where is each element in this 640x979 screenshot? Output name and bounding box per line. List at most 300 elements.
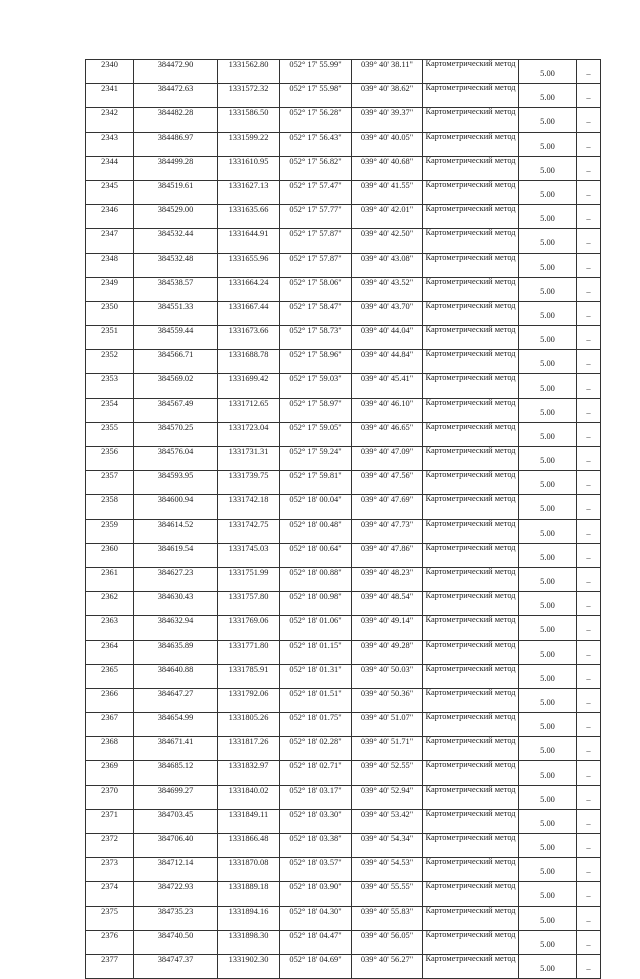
y-coordinate-cell: 1331712.65 xyxy=(218,398,280,422)
dash-cell: – xyxy=(577,809,601,833)
table-row xyxy=(86,374,601,398)
accuracy-cell: 5.00 xyxy=(519,253,577,277)
table-row xyxy=(86,906,601,930)
accuracy-cell: 5.00 xyxy=(519,664,577,688)
accuracy-cell: 5.00 xyxy=(519,543,577,567)
latitude-cell: 052° 18' 01.51" xyxy=(280,688,352,712)
method-cell: Картометрический метод xyxy=(423,108,519,132)
method-cell: Картометрический метод xyxy=(423,519,519,543)
x-coordinate-cell: 384627.23 xyxy=(134,567,218,591)
method-cell: Картометрический метод xyxy=(423,713,519,737)
table-row xyxy=(86,519,601,543)
latitude-cell: 052° 17' 56.28" xyxy=(280,108,352,132)
x-coordinate-cell: 384482.28 xyxy=(134,108,218,132)
x-coordinate-cell: 384529.00 xyxy=(134,205,218,229)
table-row xyxy=(86,108,601,132)
table-row xyxy=(86,156,601,180)
point-number-cell: 2374 xyxy=(86,882,134,906)
longitude-cell: 039° 40' 38.62" xyxy=(352,84,423,108)
table-row xyxy=(86,664,601,688)
dash-cell: – xyxy=(577,567,601,591)
dash-cell: – xyxy=(577,543,601,567)
table-row xyxy=(86,132,601,156)
accuracy-cell: 5.00 xyxy=(519,447,577,471)
table-row xyxy=(86,761,601,785)
latitude-cell: 052° 17' 58.47" xyxy=(280,301,352,325)
x-coordinate-cell: 384654.99 xyxy=(134,713,218,737)
accuracy-cell: 5.00 xyxy=(519,737,577,761)
x-coordinate-cell: 384685.12 xyxy=(134,761,218,785)
longitude-cell: 039° 40' 47.56" xyxy=(352,471,423,495)
longitude-cell: 039° 40' 47.69" xyxy=(352,495,423,519)
point-number-cell: 2359 xyxy=(86,519,134,543)
table-row xyxy=(86,688,601,712)
method-cell: Картометрический метод xyxy=(423,84,519,108)
accuracy-cell: 5.00 xyxy=(519,688,577,712)
longitude-cell: 039° 40' 55.83" xyxy=(352,906,423,930)
dash-cell: – xyxy=(577,785,601,809)
table-row xyxy=(86,84,601,108)
point-number-cell: 2370 xyxy=(86,785,134,809)
method-cell: Картометрический метод xyxy=(423,495,519,519)
y-coordinate-cell: 1331635.66 xyxy=(218,205,280,229)
table-row xyxy=(86,882,601,906)
dash-cell: – xyxy=(577,60,601,84)
latitude-cell: 052° 18' 00.88" xyxy=(280,567,352,591)
y-coordinate-cell: 1331832.97 xyxy=(218,761,280,785)
dash-cell: – xyxy=(577,205,601,229)
table-row xyxy=(86,713,601,737)
table-row xyxy=(86,616,601,640)
latitude-cell: 052° 17' 57.47" xyxy=(280,180,352,204)
method-cell: Картометрический метод xyxy=(423,253,519,277)
table-row xyxy=(86,447,601,471)
point-number-cell: 2369 xyxy=(86,761,134,785)
x-coordinate-cell: 384740.50 xyxy=(134,930,218,954)
longitude-cell: 039° 40' 42.01" xyxy=(352,205,423,229)
y-coordinate-cell: 1331742.18 xyxy=(218,495,280,519)
point-number-cell: 2377 xyxy=(86,954,134,978)
method-cell: Картометрический метод xyxy=(423,954,519,978)
method-cell: Картометрический метод xyxy=(423,374,519,398)
table-row xyxy=(86,567,601,591)
y-coordinate-cell: 1331792.06 xyxy=(218,688,280,712)
x-coordinate-cell: 384640.88 xyxy=(134,664,218,688)
method-cell: Картометрический метод xyxy=(423,471,519,495)
longitude-cell: 039° 40' 50.03" xyxy=(352,664,423,688)
y-coordinate-cell: 1331769.06 xyxy=(218,616,280,640)
latitude-cell: 052° 17' 59.81" xyxy=(280,471,352,495)
x-coordinate-cell: 384722.93 xyxy=(134,882,218,906)
method-cell: Картометрический метод xyxy=(423,350,519,374)
point-number-cell: 2375 xyxy=(86,906,134,930)
latitude-cell: 052° 17' 55.98" xyxy=(280,84,352,108)
point-number-cell: 2346 xyxy=(86,205,134,229)
point-number-cell: 2372 xyxy=(86,834,134,858)
longitude-cell: 039° 40' 55.55" xyxy=(352,882,423,906)
x-coordinate-cell: 384567.49 xyxy=(134,398,218,422)
accuracy-cell: 5.00 xyxy=(519,398,577,422)
x-coordinate-cell: 384499.28 xyxy=(134,156,218,180)
y-coordinate-cell: 1331785.91 xyxy=(218,664,280,688)
point-number-cell: 2342 xyxy=(86,108,134,132)
accuracy-cell: 5.00 xyxy=(519,205,577,229)
y-coordinate-cell: 1331688.78 xyxy=(218,350,280,374)
latitude-cell: 052° 18' 00.48" xyxy=(280,519,352,543)
latitude-cell: 052° 17' 58.73" xyxy=(280,326,352,350)
table-row xyxy=(86,809,601,833)
y-coordinate-cell: 1331840.02 xyxy=(218,785,280,809)
y-coordinate-cell: 1331562.80 xyxy=(218,60,280,84)
y-coordinate-cell: 1331644.91 xyxy=(218,229,280,253)
y-coordinate-cell: 1331731.31 xyxy=(218,447,280,471)
latitude-cell: 052° 17' 59.05" xyxy=(280,422,352,446)
dash-cell: – xyxy=(577,616,601,640)
table-row xyxy=(86,471,601,495)
table-row xyxy=(86,930,601,954)
dash-cell: – xyxy=(577,471,601,495)
x-coordinate-cell: 384566.71 xyxy=(134,350,218,374)
latitude-cell: 052° 18' 00.04" xyxy=(280,495,352,519)
y-coordinate-cell: 1331866.48 xyxy=(218,834,280,858)
dash-cell: – xyxy=(577,519,601,543)
method-cell: Картометрический метод xyxy=(423,930,519,954)
method-cell: Картометрический метод xyxy=(423,301,519,325)
x-coordinate-cell: 384576.04 xyxy=(134,447,218,471)
accuracy-cell: 5.00 xyxy=(519,713,577,737)
point-number-cell: 2358 xyxy=(86,495,134,519)
x-coordinate-cell: 384570.25 xyxy=(134,422,218,446)
x-coordinate-cell: 384472.63 xyxy=(134,84,218,108)
x-coordinate-cell: 384735.23 xyxy=(134,906,218,930)
dash-cell: – xyxy=(577,422,601,446)
point-number-cell: 2341 xyxy=(86,84,134,108)
latitude-cell: 052° 17' 58.96" xyxy=(280,350,352,374)
longitude-cell: 039° 40' 43.08" xyxy=(352,253,423,277)
x-coordinate-cell: 384486.97 xyxy=(134,132,218,156)
table-row xyxy=(86,229,601,253)
longitude-cell: 039° 40' 48.23" xyxy=(352,567,423,591)
point-number-cell: 2356 xyxy=(86,447,134,471)
method-cell: Картометрический метод xyxy=(423,882,519,906)
x-coordinate-cell: 384747.37 xyxy=(134,954,218,978)
method-cell: Картометрический метод xyxy=(423,398,519,422)
table-row xyxy=(86,737,601,761)
y-coordinate-cell: 1331667.44 xyxy=(218,301,280,325)
x-coordinate-cell: 384593.95 xyxy=(134,471,218,495)
point-number-cell: 2368 xyxy=(86,737,134,761)
coordinates-table-body xyxy=(86,60,601,979)
accuracy-cell: 5.00 xyxy=(519,567,577,591)
point-number-cell: 2367 xyxy=(86,713,134,737)
dash-cell: – xyxy=(577,132,601,156)
longitude-cell: 039° 40' 38.11" xyxy=(352,60,423,84)
dash-cell: – xyxy=(577,761,601,785)
x-coordinate-cell: 384569.02 xyxy=(134,374,218,398)
coordinates-table xyxy=(85,59,601,979)
method-cell: Картометрический метод xyxy=(423,422,519,446)
point-number-cell: 2354 xyxy=(86,398,134,422)
dash-cell: – xyxy=(577,301,601,325)
longitude-cell: 039° 40' 56.05" xyxy=(352,930,423,954)
point-number-cell: 2366 xyxy=(86,688,134,712)
dash-cell: – xyxy=(577,592,601,616)
point-number-cell: 2345 xyxy=(86,180,134,204)
point-number-cell: 2353 xyxy=(86,374,134,398)
latitude-cell: 052° 18' 03.17" xyxy=(280,785,352,809)
method-cell: Картометрический метод xyxy=(423,664,519,688)
accuracy-cell: 5.00 xyxy=(519,616,577,640)
point-number-cell: 2355 xyxy=(86,422,134,446)
x-coordinate-cell: 384712.14 xyxy=(134,858,218,882)
y-coordinate-cell: 1331572.32 xyxy=(218,84,280,108)
accuracy-cell: 5.00 xyxy=(519,761,577,785)
accuracy-cell: 5.00 xyxy=(519,930,577,954)
point-number-cell: 2350 xyxy=(86,301,134,325)
x-coordinate-cell: 384706.40 xyxy=(134,834,218,858)
longitude-cell: 039° 40' 46.65" xyxy=(352,422,423,446)
table-row xyxy=(86,350,601,374)
y-coordinate-cell: 1331817.26 xyxy=(218,737,280,761)
y-coordinate-cell: 1331655.96 xyxy=(218,253,280,277)
method-cell: Картометрический метод xyxy=(423,809,519,833)
accuracy-cell: 5.00 xyxy=(519,422,577,446)
longitude-cell: 039° 40' 53.42" xyxy=(352,809,423,833)
point-number-cell: 2362 xyxy=(86,592,134,616)
latitude-cell: 052° 17' 56.82" xyxy=(280,156,352,180)
accuracy-cell: 5.00 xyxy=(519,834,577,858)
longitude-cell: 039° 40' 48.54" xyxy=(352,592,423,616)
dash-cell: – xyxy=(577,713,601,737)
y-coordinate-cell: 1331894.16 xyxy=(218,906,280,930)
y-coordinate-cell: 1331902.30 xyxy=(218,954,280,978)
y-coordinate-cell: 1331757.80 xyxy=(218,592,280,616)
accuracy-cell: 5.00 xyxy=(519,108,577,132)
latitude-cell: 052° 17' 57.77" xyxy=(280,205,352,229)
dash-cell: – xyxy=(577,906,601,930)
dash-cell: – xyxy=(577,277,601,301)
longitude-cell: 039° 40' 39.37" xyxy=(352,108,423,132)
method-cell: Картометрический метод xyxy=(423,592,519,616)
point-number-cell: 2357 xyxy=(86,471,134,495)
y-coordinate-cell: 1331586.50 xyxy=(218,108,280,132)
accuracy-cell: 5.00 xyxy=(519,858,577,882)
point-number-cell: 2371 xyxy=(86,809,134,833)
table-row xyxy=(86,422,601,446)
y-coordinate-cell: 1331849.11 xyxy=(218,809,280,833)
point-number-cell: 2360 xyxy=(86,543,134,567)
table-row xyxy=(86,326,601,350)
dash-cell: – xyxy=(577,447,601,471)
x-coordinate-cell: 384619.54 xyxy=(134,543,218,567)
method-cell: Картометрический метод xyxy=(423,688,519,712)
table-row xyxy=(86,785,601,809)
x-coordinate-cell: 384699.27 xyxy=(134,785,218,809)
latitude-cell: 052° 17' 56.43" xyxy=(280,132,352,156)
method-cell: Картометрический метод xyxy=(423,132,519,156)
table-row xyxy=(86,834,601,858)
dash-cell: – xyxy=(577,398,601,422)
latitude-cell: 052° 18' 03.57" xyxy=(280,858,352,882)
y-coordinate-cell: 1331723.04 xyxy=(218,422,280,446)
longitude-cell: 039° 40' 40.68" xyxy=(352,156,423,180)
accuracy-cell: 5.00 xyxy=(519,809,577,833)
dash-cell: – xyxy=(577,156,601,180)
accuracy-cell: 5.00 xyxy=(519,84,577,108)
longitude-cell: 039° 40' 40.05" xyxy=(352,132,423,156)
longitude-cell: 039° 40' 51.71" xyxy=(352,737,423,761)
table-row xyxy=(86,253,601,277)
table-row xyxy=(86,301,601,325)
table-row xyxy=(86,495,601,519)
longitude-cell: 039° 40' 50.36" xyxy=(352,688,423,712)
y-coordinate-cell: 1331599.22 xyxy=(218,132,280,156)
latitude-cell: 052° 18' 03.30" xyxy=(280,809,352,833)
latitude-cell: 052° 18' 00.64" xyxy=(280,543,352,567)
point-number-cell: 2351 xyxy=(86,326,134,350)
latitude-cell: 052° 18' 01.31" xyxy=(280,664,352,688)
y-coordinate-cell: 1331739.75 xyxy=(218,471,280,495)
latitude-cell: 052° 18' 02.71" xyxy=(280,761,352,785)
table-row xyxy=(86,543,601,567)
dash-cell: – xyxy=(577,350,601,374)
point-number-cell: 2365 xyxy=(86,664,134,688)
point-number-cell: 2364 xyxy=(86,640,134,664)
point-number-cell: 2343 xyxy=(86,132,134,156)
latitude-cell: 052° 17' 58.97" xyxy=(280,398,352,422)
accuracy-cell: 5.00 xyxy=(519,882,577,906)
latitude-cell: 052° 18' 01.06" xyxy=(280,616,352,640)
dash-cell: – xyxy=(577,84,601,108)
y-coordinate-cell: 1331805.26 xyxy=(218,713,280,737)
table-row xyxy=(86,277,601,301)
dash-cell: – xyxy=(577,882,601,906)
x-coordinate-cell: 384635.89 xyxy=(134,640,218,664)
table-row xyxy=(86,858,601,882)
accuracy-cell: 5.00 xyxy=(519,519,577,543)
accuracy-cell: 5.00 xyxy=(519,326,577,350)
latitude-cell: 052° 17' 57.87" xyxy=(280,229,352,253)
accuracy-cell: 5.00 xyxy=(519,229,577,253)
method-cell: Картометрический метод xyxy=(423,180,519,204)
x-coordinate-cell: 384559.44 xyxy=(134,326,218,350)
longitude-cell: 039° 40' 45.41" xyxy=(352,374,423,398)
table-row xyxy=(86,205,601,229)
dash-cell: – xyxy=(577,664,601,688)
x-coordinate-cell: 384519.61 xyxy=(134,180,218,204)
dash-cell: – xyxy=(577,495,601,519)
y-coordinate-cell: 1331870.08 xyxy=(218,858,280,882)
latitude-cell: 052° 18' 03.90" xyxy=(280,882,352,906)
accuracy-cell: 5.00 xyxy=(519,785,577,809)
latitude-cell: 052° 17' 58.06" xyxy=(280,277,352,301)
latitude-cell: 052° 18' 03.38" xyxy=(280,834,352,858)
accuracy-cell: 5.00 xyxy=(519,471,577,495)
method-cell: Картометрический метод xyxy=(423,205,519,229)
x-coordinate-cell: 384472.90 xyxy=(134,60,218,84)
longitude-cell: 039° 40' 52.94" xyxy=(352,785,423,809)
latitude-cell: 052° 17' 59.24" xyxy=(280,447,352,471)
accuracy-cell: 5.00 xyxy=(519,277,577,301)
dash-cell: – xyxy=(577,954,601,978)
dash-cell: – xyxy=(577,253,601,277)
x-coordinate-cell: 384614.52 xyxy=(134,519,218,543)
y-coordinate-cell: 1331889.18 xyxy=(218,882,280,906)
y-coordinate-cell: 1331745.03 xyxy=(218,543,280,567)
latitude-cell: 052° 18' 04.69" xyxy=(280,954,352,978)
method-cell: Картометрический метод xyxy=(423,277,519,301)
method-cell: Картометрический метод xyxy=(423,156,519,180)
method-cell: Картометрический метод xyxy=(423,567,519,591)
method-cell: Картометрический метод xyxy=(423,60,519,84)
method-cell: Картометрический метод xyxy=(423,640,519,664)
method-cell: Картометрический метод xyxy=(423,858,519,882)
point-number-cell: 2376 xyxy=(86,930,134,954)
accuracy-cell: 5.00 xyxy=(519,374,577,398)
accuracy-cell: 5.00 xyxy=(519,350,577,374)
y-coordinate-cell: 1331742.75 xyxy=(218,519,280,543)
latitude-cell: 052° 17' 57.87" xyxy=(280,253,352,277)
accuracy-cell: 5.00 xyxy=(519,180,577,204)
longitude-cell: 039° 40' 52.55" xyxy=(352,761,423,785)
latitude-cell: 052° 18' 01.15" xyxy=(280,640,352,664)
y-coordinate-cell: 1331673.66 xyxy=(218,326,280,350)
longitude-cell: 039° 40' 43.70" xyxy=(352,301,423,325)
longitude-cell: 039° 40' 54.53" xyxy=(352,858,423,882)
latitude-cell: 052° 18' 04.30" xyxy=(280,906,352,930)
table-row xyxy=(86,954,601,978)
method-cell: Картометрический метод xyxy=(423,543,519,567)
x-coordinate-cell: 384630.43 xyxy=(134,592,218,616)
latitude-cell: 052° 18' 01.75" xyxy=(280,713,352,737)
dash-cell: – xyxy=(577,326,601,350)
longitude-cell: 039° 40' 43.52" xyxy=(352,277,423,301)
point-number-cell: 2363 xyxy=(86,616,134,640)
dash-cell: – xyxy=(577,374,601,398)
method-cell: Картометрический метод xyxy=(423,834,519,858)
point-number-cell: 2352 xyxy=(86,350,134,374)
method-cell: Картометрический метод xyxy=(423,906,519,930)
longitude-cell: 039° 40' 44.84" xyxy=(352,350,423,374)
latitude-cell: 052° 18' 02.28" xyxy=(280,737,352,761)
latitude-cell: 052° 18' 00.98" xyxy=(280,592,352,616)
dash-cell: – xyxy=(577,229,601,253)
y-coordinate-cell: 1331898.30 xyxy=(218,930,280,954)
point-number-cell: 2347 xyxy=(86,229,134,253)
dash-cell: – xyxy=(577,640,601,664)
point-number-cell: 2344 xyxy=(86,156,134,180)
method-cell: Картометрический метод xyxy=(423,737,519,761)
longitude-cell: 039° 40' 49.14" xyxy=(352,616,423,640)
method-cell: Картометрический метод xyxy=(423,761,519,785)
point-number-cell: 2348 xyxy=(86,253,134,277)
dash-cell: – xyxy=(577,858,601,882)
accuracy-cell: 5.00 xyxy=(519,640,577,664)
x-coordinate-cell: 384671.41 xyxy=(134,737,218,761)
longitude-cell: 039° 40' 47.09" xyxy=(352,447,423,471)
y-coordinate-cell: 1331751.99 xyxy=(218,567,280,591)
method-cell: Картометрический метод xyxy=(423,447,519,471)
accuracy-cell: 5.00 xyxy=(519,495,577,519)
x-coordinate-cell: 384551.33 xyxy=(134,301,218,325)
x-coordinate-cell: 384703.45 xyxy=(134,809,218,833)
dash-cell: – xyxy=(577,834,601,858)
x-coordinate-cell: 384532.48 xyxy=(134,253,218,277)
x-coordinate-cell: 384538.57 xyxy=(134,277,218,301)
point-number-cell: 2361 xyxy=(86,567,134,591)
dash-cell: – xyxy=(577,930,601,954)
longitude-cell: 039° 40' 49.28" xyxy=(352,640,423,664)
